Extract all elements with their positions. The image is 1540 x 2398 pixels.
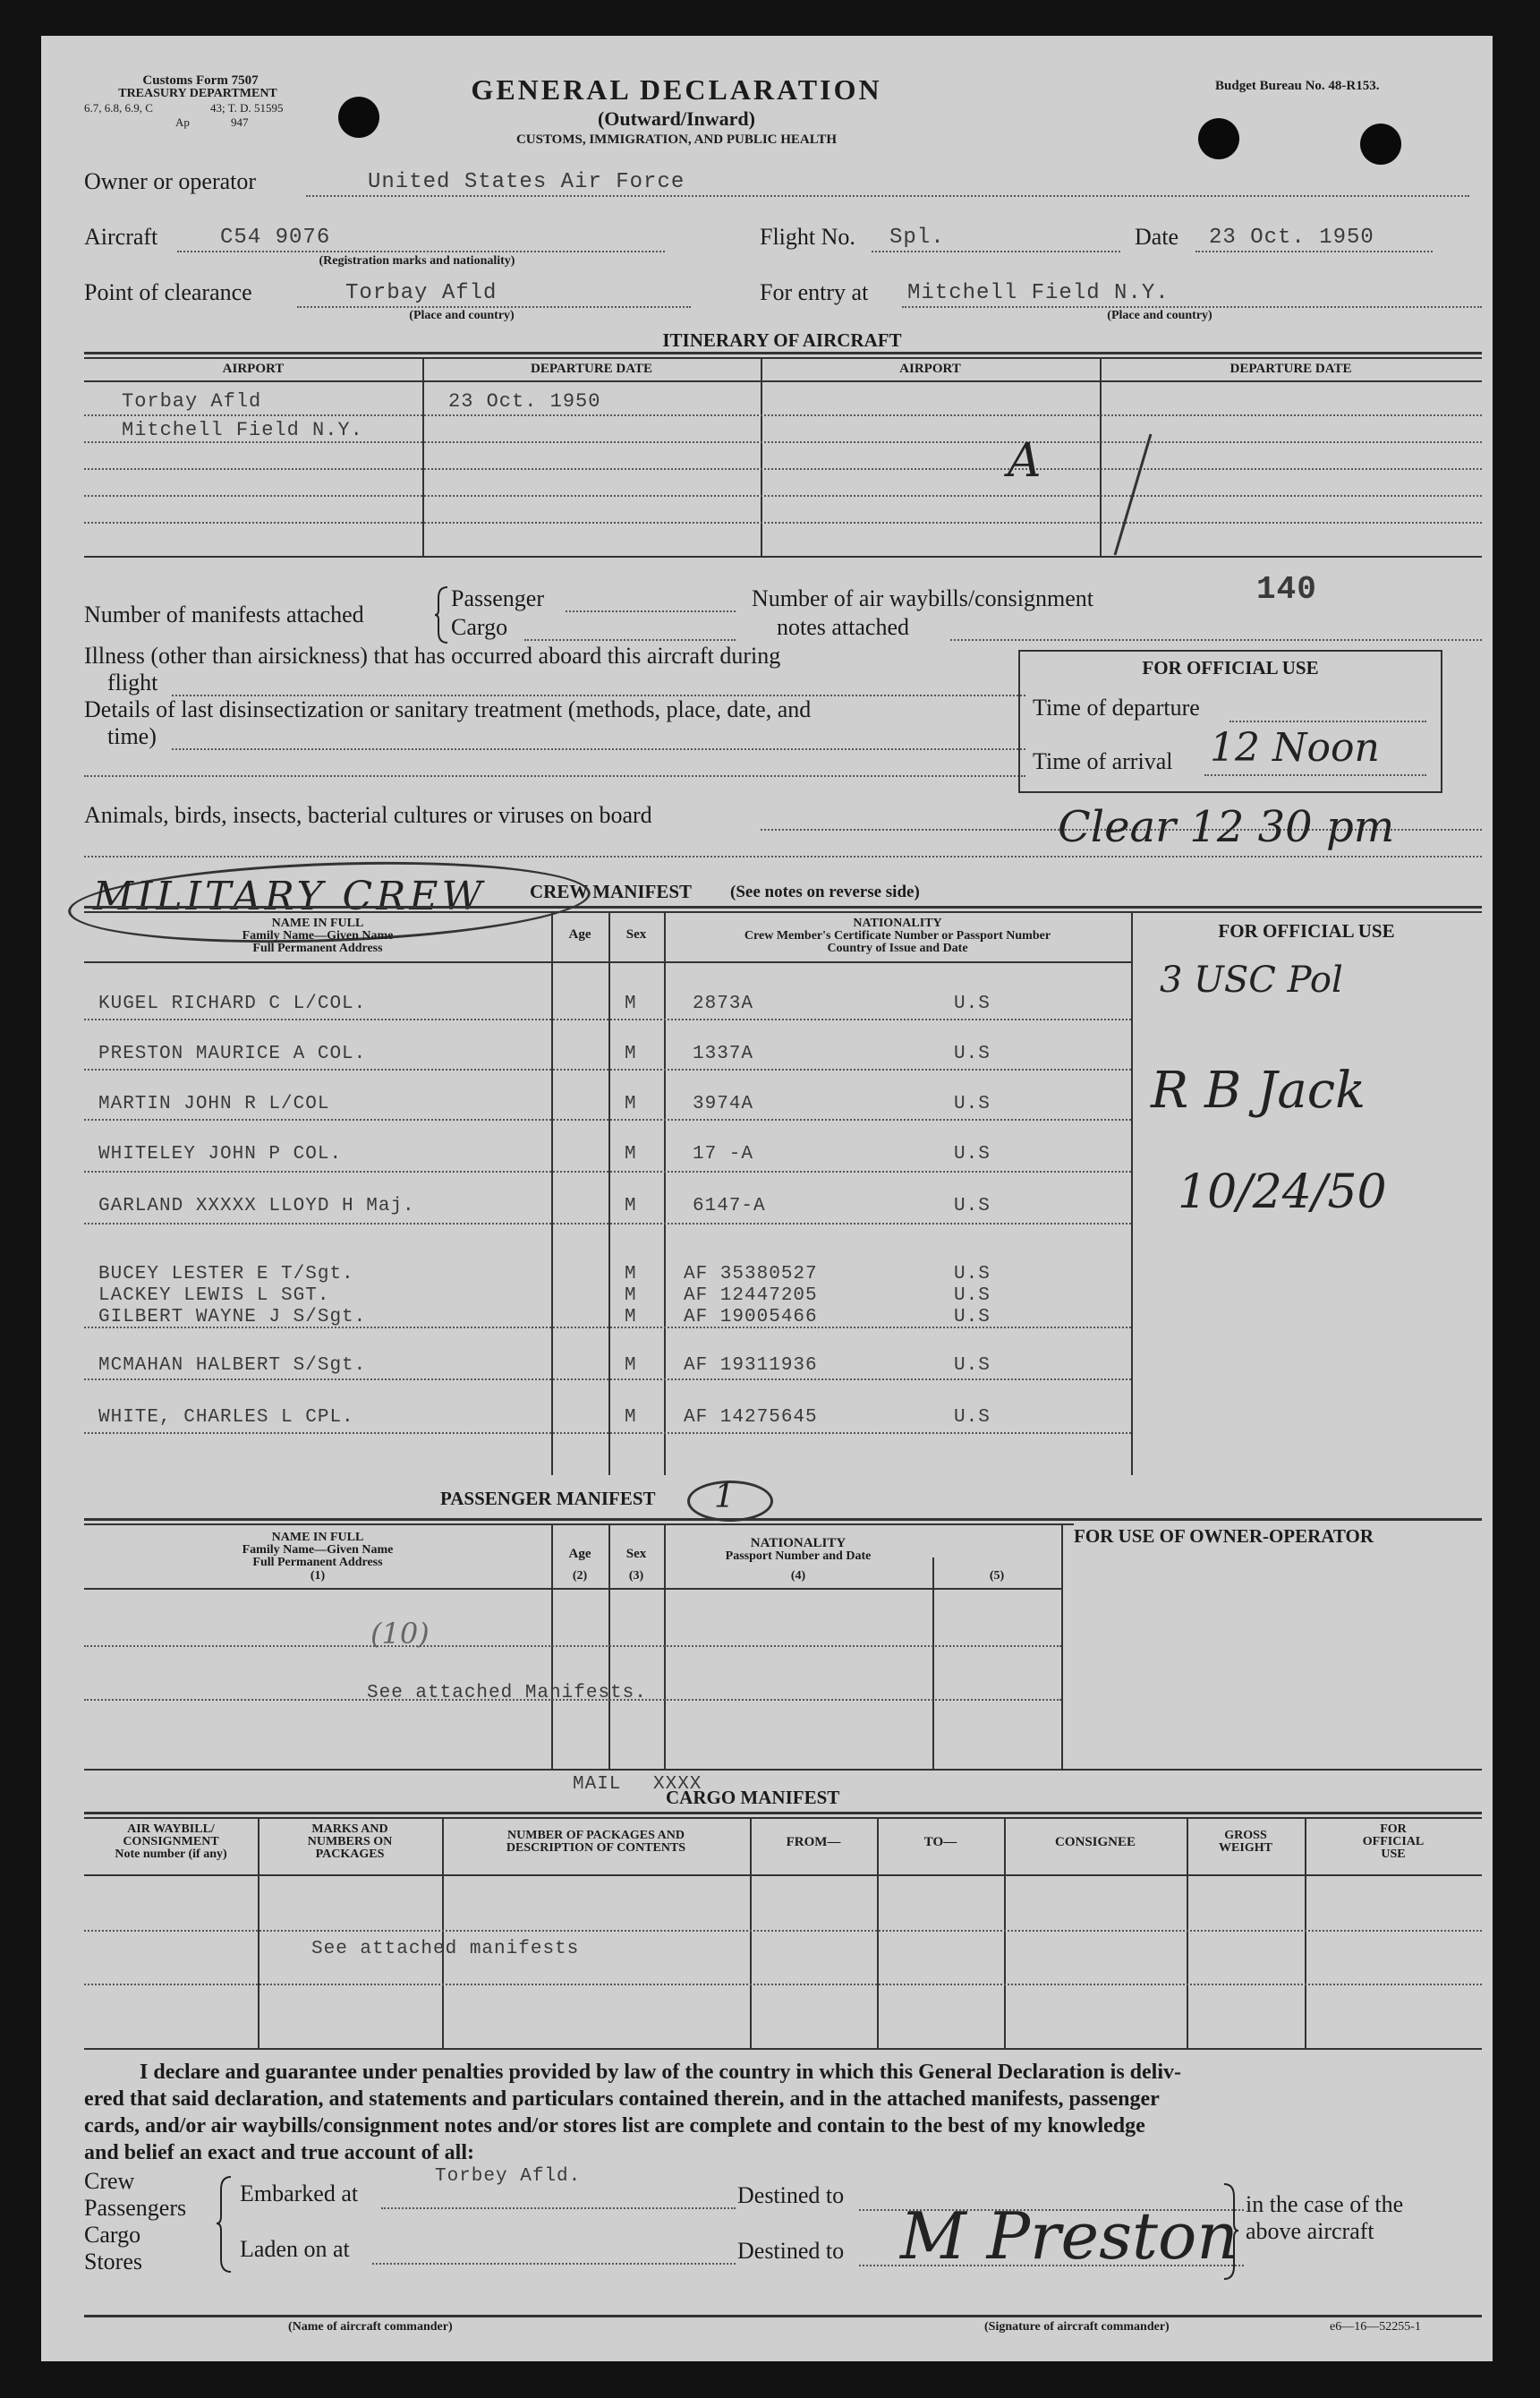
crew-header-age: Age [568, 927, 591, 942]
declaration-bracket [215, 2175, 234, 2274]
cargo-header-waybill: CONSIGNMENT [123, 1835, 219, 1848]
declaration-text: ered that said declaration, and statements and particulars contained therein, and in the attached manifests, passenger [84, 2087, 1160, 2111]
passenger-header-age: Age [568, 1547, 591, 1561]
crew-name: GARLAND XXXXX LLOYD H Maj. [98, 1196, 415, 1216]
military-crew-stamp-text: MILITARY CREW [93, 874, 486, 919]
crew-nationality: U.S [954, 994, 991, 1014]
waybills-label: Number of air waybills/consignment [752, 585, 1093, 611]
cargo-header-to: TO— [923, 1835, 957, 1849]
arrival-time-label: Time of arrival [1033, 748, 1173, 774]
crew-certificate: AF 35380527 [684, 1264, 818, 1284]
crew-name: BUCEY LESTER E T/Sgt. [98, 1264, 354, 1284]
crew-sex: M [625, 1144, 637, 1165]
crew-name: WHITELEY JOHN P COL. [98, 1144, 343, 1165]
crew-certificate: 6147-A [693, 1196, 766, 1216]
cargo-header-marks: NUMBERS ON [307, 1835, 393, 1848]
clearance-value: Torbay Afld [345, 281, 498, 305]
form-agencies: CUSTOMS, IMMIGRATION, AND PUBLIC HEALTH [515, 132, 838, 147]
form-reference: Ap [175, 115, 190, 129]
cargo-header-waybill: AIR WAYBILL/ [127, 1822, 215, 1836]
departure-time-label: Time of departure [1033, 695, 1200, 721]
declaration-crew: Crew [84, 2168, 135, 2194]
crew-name: MCMAHAN HALBERT S/Sgt. [98, 1355, 367, 1376]
crew-certificate: AF 19311936 [684, 1355, 818, 1376]
itinerary-airport-2: Mitchell Field N.Y. [122, 419, 363, 441]
print-code: e6—16—52255-1 [1330, 2320, 1421, 2334]
manifests-label: Number of manifests attached [84, 602, 364, 627]
itinerary-date-1: 23 Oct. 1950 [448, 390, 601, 413]
crew-certificate: 2873A [693, 994, 754, 1014]
crew-header-name: Full Permanent Address [252, 942, 383, 955]
crew-nationality: U.S [954, 1307, 991, 1327]
crew-name: LACKEY LEWIS L SGT. [98, 1285, 330, 1306]
form-title: GENERAL DECLARATION [471, 73, 882, 106]
clearance-note: (Place and country) [409, 309, 515, 322]
commander-signature-label: (Signature of aircraft commander) [984, 2320, 1170, 2334]
crew-certificate: AF 12447205 [684, 1285, 818, 1306]
crew-official-signature: R B Jack [1151, 1062, 1366, 1120]
entry-note: (Place and country) [1107, 309, 1212, 322]
commander-signature: M Preston [900, 2198, 1238, 2274]
cargo-header-marks: PACKAGES [315, 1848, 385, 1861]
passenger-header-name: Family Name—Given Name [242, 1543, 394, 1557]
clearance-time-handwriting: Clear 12 30 pm [1058, 802, 1395, 852]
cargo-struck-word: XXXX [653, 1774, 702, 1795]
crew-certificate: 17 -A [693, 1144, 754, 1165]
crew-certificate: AF 19005466 [684, 1307, 818, 1327]
crew-official-handwriting: 3 USC Pol [1160, 960, 1343, 1001]
declaration-form [41, 36, 1493, 2361]
crew-header-name: Family Name—Given Name [242, 929, 394, 943]
crew-sex: M [625, 1264, 637, 1284]
passenger-header-name: Full Permanent Address [252, 1556, 383, 1569]
declaration-passengers: Passengers [84, 2195, 187, 2221]
crew-header-name: NAME IN FULL [271, 917, 364, 930]
itinerary-airport-1: Torbay Afld [122, 390, 262, 413]
crew-sex: M [625, 1094, 637, 1114]
crew-manifest-note: (See notes on reverse side) [730, 883, 920, 901]
crew-nationality: U.S [954, 1044, 991, 1064]
illness-label: flight [107, 670, 158, 696]
crew-sex: M [625, 1355, 637, 1376]
date-label: Date [1135, 224, 1179, 250]
cargo-header-contents: NUMBER OF PACKAGES AND [507, 1829, 685, 1842]
passenger-count: 1 [714, 1479, 735, 1515]
passenger-header-name: NAME IN FULL [271, 1531, 364, 1544]
declaration-text: cards, and/or air waybills/consignment notes and/or stores list are complete and contain to the best of my knowledge [84, 2114, 1145, 2138]
crew-nationality: U.S [954, 1355, 991, 1376]
column-number: (4) [790, 1569, 806, 1583]
cargo-header-consignee: CONSIGNEE [1054, 1835, 1136, 1849]
form-reference: 6.7, 6.8, 6.9, C [84, 101, 153, 115]
crew-header-nationality: Crew Member's Certificate Number or Passport Number [744, 929, 1051, 943]
crew-name: PRESTON MAURICE A COL. [98, 1044, 367, 1064]
column-number: (2) [572, 1569, 588, 1583]
crew-certificate: AF 14275645 [684, 1407, 818, 1428]
owner-value: United States Air Force [368, 170, 685, 194]
crew-name: WHITE, CHARLES L CPL. [98, 1407, 354, 1428]
case-label: above aircraft [1246, 2218, 1374, 2244]
passenger-manifest-title: PASSENGER MANIFEST [440, 1488, 656, 1509]
aircraft-value: C54 9076 [220, 226, 331, 250]
destined-label: Destined to [737, 2182, 845, 2208]
itinerary-title: ITINERARY OF AIRCRAFT [662, 329, 902, 351]
passenger-label: Passenger [451, 585, 544, 611]
entry-value: Mitchell Field N.Y. [907, 281, 1170, 305]
disinsect-label: Details of last disinsectization or sanitary treatment (methods, place, date, and [84, 696, 812, 722]
flight-label: Flight No. [760, 224, 855, 250]
clearance-label: Point of clearance [84, 279, 252, 305]
cargo-note: See attached manifests [311, 1939, 580, 1959]
cargo-header-weight: WEIGHT [1219, 1841, 1272, 1855]
crew-nationality: U.S [954, 1407, 991, 1428]
animals-label: Animals, birds, insects, bacterial cultures or viruses on board [84, 802, 652, 828]
crew-nationality: U.S [954, 1285, 991, 1306]
crew-name: GILBERT WAYNE J S/Sgt. [98, 1307, 367, 1327]
cargo-header-marks: MARKS AND [311, 1822, 388, 1836]
arrival-time-value: 12 Noon [1210, 725, 1380, 771]
column-number: (5) [989, 1569, 1005, 1583]
crew-official-date: 10/24/50 [1178, 1165, 1387, 1219]
crew-nationality: U.S [954, 1264, 991, 1284]
aircraft-label: Aircraft [84, 224, 158, 250]
form-reference: 947 [231, 115, 249, 129]
punch-hole [338, 97, 379, 138]
cargo-header-weight: GROSS [1224, 1829, 1267, 1842]
cargo-header-waybill: Note number (if any) [115, 1848, 227, 1861]
crew-certificate: 1337A [693, 1044, 754, 1064]
passenger-header-nationality: NATIONALITY [750, 1536, 847, 1550]
crew-sex: M [625, 1307, 637, 1327]
crew-sex: M [625, 1407, 637, 1428]
illness-label: Illness (other than airsickness) that has occurred aboard this aircraft during [84, 643, 781, 669]
crew-nationality: U.S [954, 1196, 991, 1216]
crew-sex: M [625, 1285, 637, 1306]
itinerary-header-airport: AIRPORT [899, 362, 961, 376]
passenger-header-nationality: Passport Number and Date [725, 1549, 872, 1563]
budget-bureau: Budget Bureau No. 48-R153. [1215, 79, 1380, 93]
crew-nationality: U.S [954, 1094, 991, 1114]
crew-sex: M [625, 1196, 637, 1216]
cargo-header-official: OFFICIAL [1362, 1835, 1425, 1848]
column-number: (3) [628, 1569, 644, 1583]
crew-header-nationality: Country of Issue and Date [827, 942, 968, 955]
declaration-text: and belief an exact and true account of all: [84, 2141, 474, 2164]
cargo-mail: MAIL [573, 1774, 622, 1795]
crew-manifest-title: CREW MANIFEST [530, 881, 693, 902]
itinerary-header-airport: AIRPORT [222, 362, 285, 376]
official-use-title: FOR OFFICIAL USE [1142, 657, 1319, 678]
case-label: in the case of the [1246, 2191, 1404, 2217]
declaration-cargo: Cargo [84, 2222, 141, 2248]
destined-label: Destined to [737, 2238, 845, 2264]
waybills-label: notes attached [777, 614, 909, 640]
cargo-header-contents: DESCRIPTION OF CONTENTS [506, 1841, 686, 1855]
declaration-text: I declare and guarantee under penalties provided by law of the country in which this General Declaration is deliv- [140, 2061, 1182, 2084]
form-reference: 43; T. D. 51595 [210, 101, 284, 115]
itinerary-handwriting: A [1008, 434, 1042, 488]
waybills-value: 140 [1256, 571, 1317, 608]
aircraft-note: (Registration marks and nationality) [319, 254, 515, 268]
embarked-label: Embarked at [240, 2180, 359, 2206]
disinsect-label: time) [107, 723, 157, 749]
department: TREASURY DEPARTMENT [118, 87, 277, 100]
owner-operator-use-title: FOR USE OF OWNER-OPERATOR [1074, 1525, 1374, 1547]
cargo-header-from: FROM— [786, 1835, 841, 1849]
passenger-note: See attached Manifests. [367, 1683, 647, 1703]
laden-label: Laden on at [240, 2236, 350, 2262]
crew-official-title: FOR OFFICIAL USE [1218, 920, 1395, 942]
declaration-stores: Stores [84, 2249, 142, 2274]
crew-header-nationality: NATIONALITY [853, 917, 942, 930]
flight-value: Spl. [889, 226, 945, 250]
crew-name: KUGEL RICHARD C L/COL. [98, 994, 367, 1014]
crew-nationality: U.S [954, 1144, 991, 1165]
crew-name: MARTIN JOHN R L/COL [98, 1094, 330, 1114]
cargo-header-official: FOR [1380, 1822, 1407, 1836]
column-number: (1) [310, 1569, 326, 1583]
manifests-bracket [433, 585, 451, 644]
cargo-manifest-title: CARGO MANIFEST [666, 1787, 840, 1808]
owner-label: Owner or operator [84, 168, 257, 194]
punch-hole [1360, 124, 1401, 165]
entry-label: For entry at [760, 279, 869, 305]
passenger-header-sex: Sex [625, 1547, 647, 1561]
punch-hole [1198, 118, 1239, 159]
embarked-value: Torbey Afld. [435, 2166, 582, 2187]
crew-sex: M [625, 994, 637, 1014]
itinerary-cross-stroke [1097, 430, 1169, 564]
passenger-handwritten-number: (10) [370, 1617, 430, 1651]
form-number: Customs Form 7507 [142, 73, 259, 88]
itinerary-header-departure: DEPARTURE DATE [530, 362, 652, 376]
commander-name-label: (Name of aircraft commander) [288, 2320, 453, 2334]
date-value: 23 Oct. 1950 [1209, 226, 1374, 250]
itinerary-header-departure: DEPARTURE DATE [1229, 362, 1352, 376]
crew-header-sex: Sex [625, 927, 647, 942]
crew-sex: M [625, 1044, 637, 1064]
crew-certificate: 3974A [693, 1094, 754, 1114]
form-subtitle: (Outward/Inward) [597, 107, 755, 130]
cargo-header-official: USE [1381, 1848, 1406, 1861]
cargo-label: Cargo [451, 614, 508, 640]
